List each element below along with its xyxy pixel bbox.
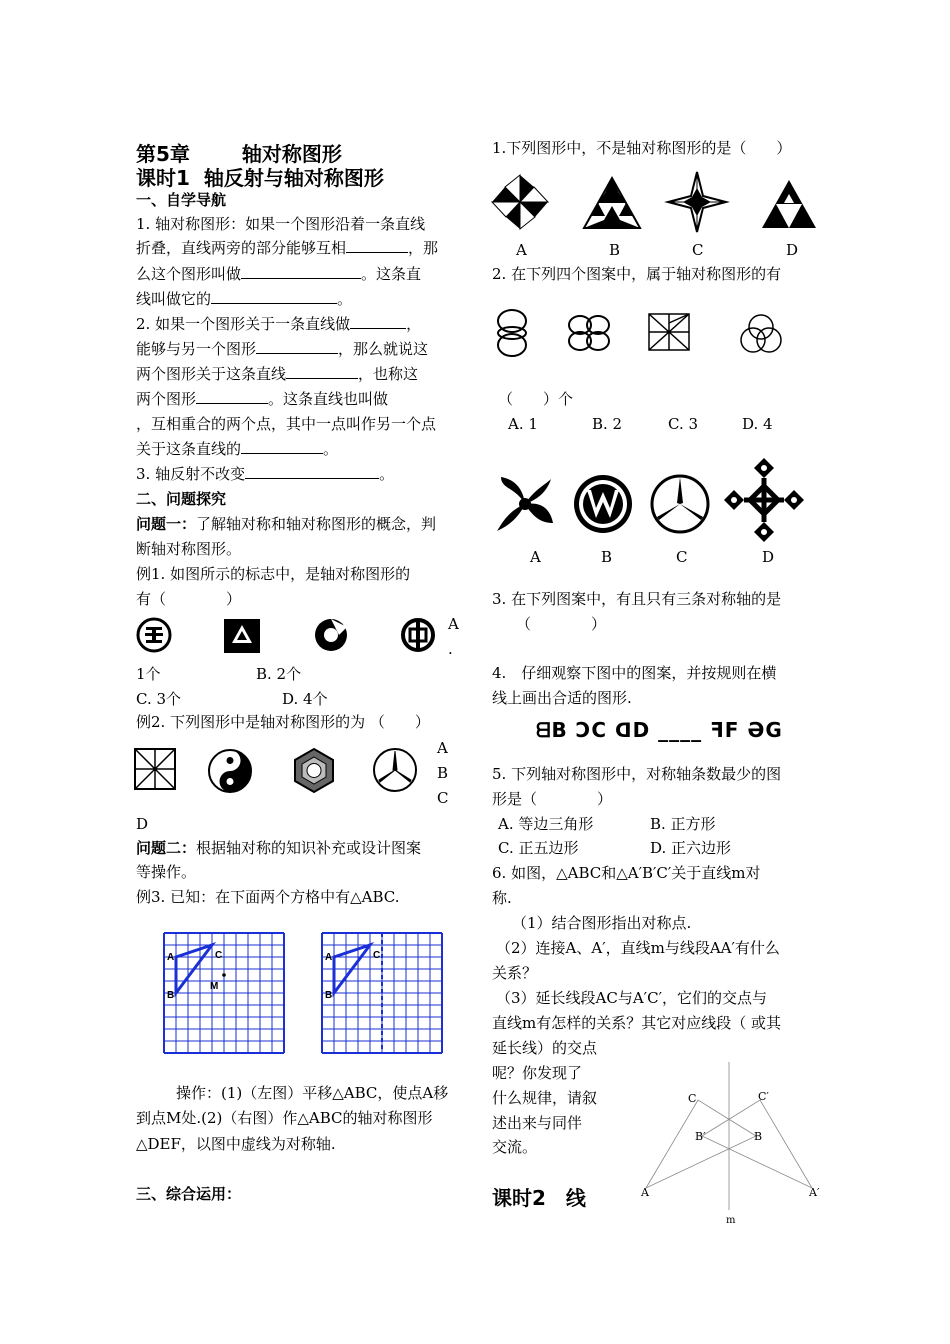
ex1-option-b: B. 2个 [256, 665, 302, 683]
swirl-logo-icon [495, 473, 555, 535]
logo-label-b: B [601, 548, 613, 566]
operation-line: 操作：(1)（左图）平移△ABC，使点A移 [176, 1084, 449, 1102]
lesson2-title: 课时2 线 [492, 1186, 586, 1210]
r6-question-cont: 称. [492, 889, 512, 907]
r5-option-b: B. 正方形 [650, 815, 716, 833]
r6-part-2-cont: 关系？ [492, 964, 538, 982]
r2-option-d: D. 4 [742, 415, 773, 433]
fig6-label-b-prime: B′ [695, 1130, 706, 1143]
q3-line: 3. 轴反射不改变 。 [136, 462, 394, 486]
trinity-knot-icon [738, 312, 784, 354]
mercedes-logo-icon [650, 473, 710, 535]
chapter-title: 第5章 轴对称图形 [136, 142, 342, 166]
ex2-option-c: C [437, 789, 449, 807]
operation-line: △DEF，以图中虚线为对称轴. [136, 1135, 336, 1153]
ex1-option-d: D. 4个 [282, 690, 328, 708]
mercedes-star-icon [372, 747, 418, 793]
q2-line: 2. 如果一个图形关于一条直线做 ， [136, 312, 421, 336]
logo-label-c: C [676, 548, 688, 566]
pinwheel-a-icon [490, 173, 550, 231]
four-circles-icon [566, 314, 612, 352]
r1-question: 1.下列图形中，不是轴对称图形的是（ ） [492, 139, 792, 157]
r6-part-3-cont: 交流。 [492, 1138, 538, 1156]
ex2-option-b: B [437, 764, 449, 782]
q2-line: ，互相重合的两个点，其中一点叫作另一个点 [136, 415, 437, 433]
point-m [222, 973, 226, 977]
r4-pattern: ᗺB ƆC ᗡD ____ ꟻF ƏG [536, 718, 783, 742]
r2-question: 2. 在下列四个图案中，属于轴对称图形的有 [492, 265, 782, 283]
section-1-heading: 一、自学导航 [136, 191, 227, 209]
r2-option-b: B. 2 [592, 415, 623, 433]
yin-yang-icon [207, 748, 253, 794]
svg-text:B: B [325, 990, 333, 1001]
r6-question: 6. 如图，△ABC和△A′B′C′关于直线m对 [492, 864, 761, 882]
ex1-dot: . [448, 640, 453, 658]
r6-part-3-cont: 什么规律，请叙 [492, 1089, 598, 1107]
r5-option-a: A. 等边三角形 [498, 815, 594, 833]
problem-2: 问题二：根据轴对称的知识补充或设计图案 [136, 839, 422, 857]
triforce-d-icon [760, 178, 818, 230]
q2-line: 能够与另一个图形 ，那么就说这 [136, 337, 428, 361]
r6-part-3-cont: 延长线）的交点 [492, 1039, 598, 1057]
fig6-label-a: A [641, 1186, 649, 1199]
symmetry-triangles-figure [636, 1060, 826, 1230]
lesson1-title: 课时1 轴反射与轴对称图形 [136, 166, 384, 190]
example-1-blank: 有（ ） [136, 590, 242, 608]
left-grid [163, 932, 285, 1052]
r6-part-3-cont: 直线m有怎样的关系？其它对应线段（ 或其 [492, 1014, 781, 1032]
r6-part-3: （3）延长线段AC与A′C′，它们的交点与 [496, 989, 767, 1007]
q1-line: 1. 轴对称图形：如果一个图形沿着一条直线 [136, 215, 426, 233]
svg-text:A: A [167, 952, 175, 963]
q1-line: 么这个图形叫做 。这条直 [136, 262, 421, 286]
r6-part-1: （1）结合图形指出对称点. [512, 914, 692, 932]
svg-text:B: B [167, 990, 175, 1001]
svg-text:A: A [325, 952, 333, 963]
ex2-option-a: A [437, 739, 448, 757]
bank-logo-icon [136, 617, 172, 653]
logo-label-d: D [762, 548, 775, 566]
r1-label-c: C [692, 241, 704, 259]
r6-part-3-cont: 述出来与同伴 [492, 1114, 583, 1132]
pinwheel-pattern-icon [648, 313, 690, 351]
r1-label-d: D [786, 241, 799, 259]
compass-star-c-icon [666, 170, 728, 234]
pinwheel-figure-icon [134, 748, 176, 790]
r3-blank: （ ） [516, 615, 607, 633]
q2-line: 关于这条直线的 。 [136, 437, 338, 461]
section-3-heading: 三、综合运用： [136, 1185, 242, 1203]
problem-1-cont: 断轴对称图形。 [136, 540, 242, 558]
operation-line: 到点M处.(2)（右图）作△ABC的轴对称图形 [136, 1109, 433, 1127]
ex1-option-a-label: A [448, 615, 459, 633]
svg-text:C: C [373, 950, 381, 961]
example-2: 例2. 下列图形中是轴对称图形的为 （ ） [136, 713, 430, 731]
r2-option-a: A. 1 [508, 415, 538, 433]
r5-question-cont: 形是（ ） [492, 790, 613, 808]
section-2-heading: 二、问题探究 [136, 490, 227, 508]
bank-of-china-logo-icon [400, 617, 436, 653]
fig6-label-b: B [754, 1130, 763, 1143]
r1-label-a: A [516, 241, 527, 259]
r5-option-d: D. 正六边形 [650, 839, 732, 857]
r4-question-cont: 线上画出合适的图形. [492, 689, 632, 707]
q1-line: 折叠，直线两旁的部分能够互相 ，那 [136, 236, 438, 260]
r3-question: 3. 在下列图案中，有且只有三条对称轴的是 [492, 590, 782, 608]
hexagon-figure-icon [291, 747, 337, 793]
problem-2-cont: 等操作。 [136, 863, 197, 881]
svg-text:M: M [210, 981, 219, 992]
logo-label-a: A [530, 548, 541, 566]
vw-logo-icon [572, 472, 634, 536]
q2-line: 两个图形关于这条直线 ，也称这 [136, 362, 418, 386]
fig6-label-a-prime: A′ [809, 1186, 820, 1199]
r4-question: 4. 仔细观察下图中的图案，并按规则在横 [492, 664, 777, 682]
ex2-option-d: D [136, 815, 149, 833]
triangle-logo-icon [224, 619, 260, 653]
r5-question: 5. 下列轴对称图形中，对称轴条数最少的图 [492, 765, 782, 783]
r6-part-3-cont: 呢？你发现了 [492, 1064, 583, 1082]
fig6-label-c-prime: C′ [758, 1090, 769, 1103]
celtic-cross-logo-icon [722, 456, 806, 544]
r6-part-2: （2）连接A、A′，直线m与线段AA′有什么 [496, 939, 780, 957]
example-3: 例3. 已知：在下面两个方格中有△ABC. [136, 888, 400, 906]
figure-eight-icon [495, 307, 529, 359]
r2-answer-blank: （ ）个 [498, 390, 574, 408]
right-grid [321, 932, 443, 1052]
problem-1: 问题一：了解轴对称和轴对称图形的概念，判 [136, 515, 437, 533]
ex1-option-c: C. 3个 [136, 690, 182, 708]
r2-option-c: C. 3 [668, 415, 699, 433]
q2-line: 两个图形 。这条直线也叫做 [136, 387, 388, 411]
svg-text:C: C [215, 950, 223, 961]
example-1: 例1. 如图所示的标志中，是轴对称图形的 [136, 565, 411, 583]
triangle-pattern-b-icon [582, 176, 642, 230]
spiral-logo-icon [313, 617, 349, 653]
q1-line: 线叫做它的 。 [136, 287, 352, 311]
ex1-option-1: 1个 [136, 665, 161, 683]
fig6-label-c: C [688, 1092, 697, 1105]
fig6-label-m: m [726, 1215, 736, 1226]
r1-label-b: B [609, 241, 621, 259]
r5-option-c: C. 正五边形 [498, 839, 579, 857]
